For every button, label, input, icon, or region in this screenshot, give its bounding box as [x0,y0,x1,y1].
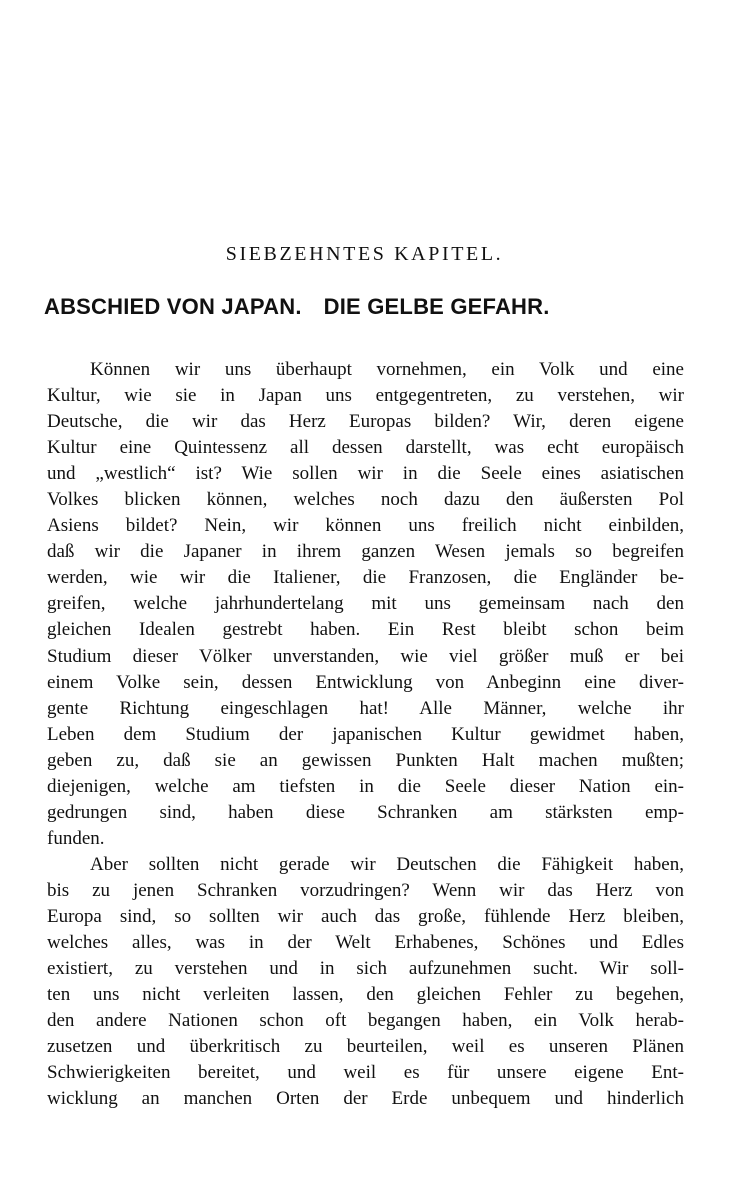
body-text [47,357,684,1112]
text-line: greifen, welche jahrhundertelang mit uns gemeinsam nach den [47,593,684,615]
text-line: geben zu, daß sie an gewissen Punkten Halt machen mußten; [47,749,684,771]
chapter-title-part2: DIE GELBE GEFAHR. [323,294,550,319]
text-line: Asiens bildet? Nein, wir können uns freilich nicht einbilden, [47,515,684,537]
text-line: funden. [47,827,105,849]
text-line: diejenigen, welche am tiefsten in die Seele dieser Nation ein- [47,775,684,797]
chapter-title-part1: ABSCHIED VON JAPAN. [44,294,302,319]
text-line: Kultur eine Quintessenz all dessen darstellt, was echt europäisch [47,437,684,459]
chapter-label: SIEBZEHNTES KAPITEL. [225,243,504,265]
text-line: gente Richtung eingeschlagen hat! Alle Männer, welche ihr [47,697,684,719]
text-line: gleichen Idealen gestrebt haben. Ein Rest bleibt schon beim [47,619,684,641]
text-line: Leben dem Studium der japanischen Kultur gewidmet haben, [47,723,684,745]
text-line: Studium dieser Völker unverstanden, wie viel größer muß er bei [47,645,684,667]
text-line: Volkes blicken können, welches noch dazu den äußersten Pol [47,489,684,511]
text-line: Deutsche, die wir das Herz Europas bilden? Wir, deren eigene [47,411,684,433]
text-line: Europa sind, so sollten wir auch das große, fühlende Herz bleiben, [47,905,684,927]
text-line: Schwierigkeiten bereitet, und weil es für unsere eigene Ent- [47,1062,684,1084]
text-line: werden, wie wir die Italiener, die Franzosen, die Engländer be- [47,567,684,589]
text-line: welches alles, was in der Welt Erhabenes, Schönes und Edles [47,932,684,954]
text-line: daß wir die Japaner in ihrem ganzen Wesen jemals so begreifen [47,541,684,563]
text-line: ten uns nicht verleiten lassen, den gleichen Fehler zu begehen, [47,984,684,1006]
text-line: Können wir uns überhaupt vornehmen, ein Volk und eine [90,359,684,380]
text-line: Kultur, wie sie in Japan uns entgegentreten, zu verstehen, wir [47,385,684,407]
text-line: gedrungen sind, haben diese Schranken am stärksten emp- [47,801,684,823]
text-line: wicklung an manchen Orten der Erde unbequem und hinderlich [47,1088,684,1110]
text-line: existiert, zu verstehen und in sich aufzunehmen sucht. Wir soll- [47,958,684,980]
text-line: und „westlich“ ist? Wie sollen wir in die Seele eines asiatischen [47,463,684,485]
text-line: Aber sollten nicht gerade wir Deutschen die Fähigkeit haben, [90,853,684,875]
text-line: bis zu jenen Schranken vorzudringen? Wenn wir das Herz von [47,879,684,901]
text-line: einem Volke sein, dessen Entwicklung von Anbeginn eine diver- [47,671,684,693]
text-line: den andere Nationen schon oft begangen haben, ein Volk herab- [47,1010,684,1032]
chapter-title [44,294,684,320]
text-line: zusetzen und überkritisch zu beurteilen, weil es unseren Plänen [47,1036,684,1058]
